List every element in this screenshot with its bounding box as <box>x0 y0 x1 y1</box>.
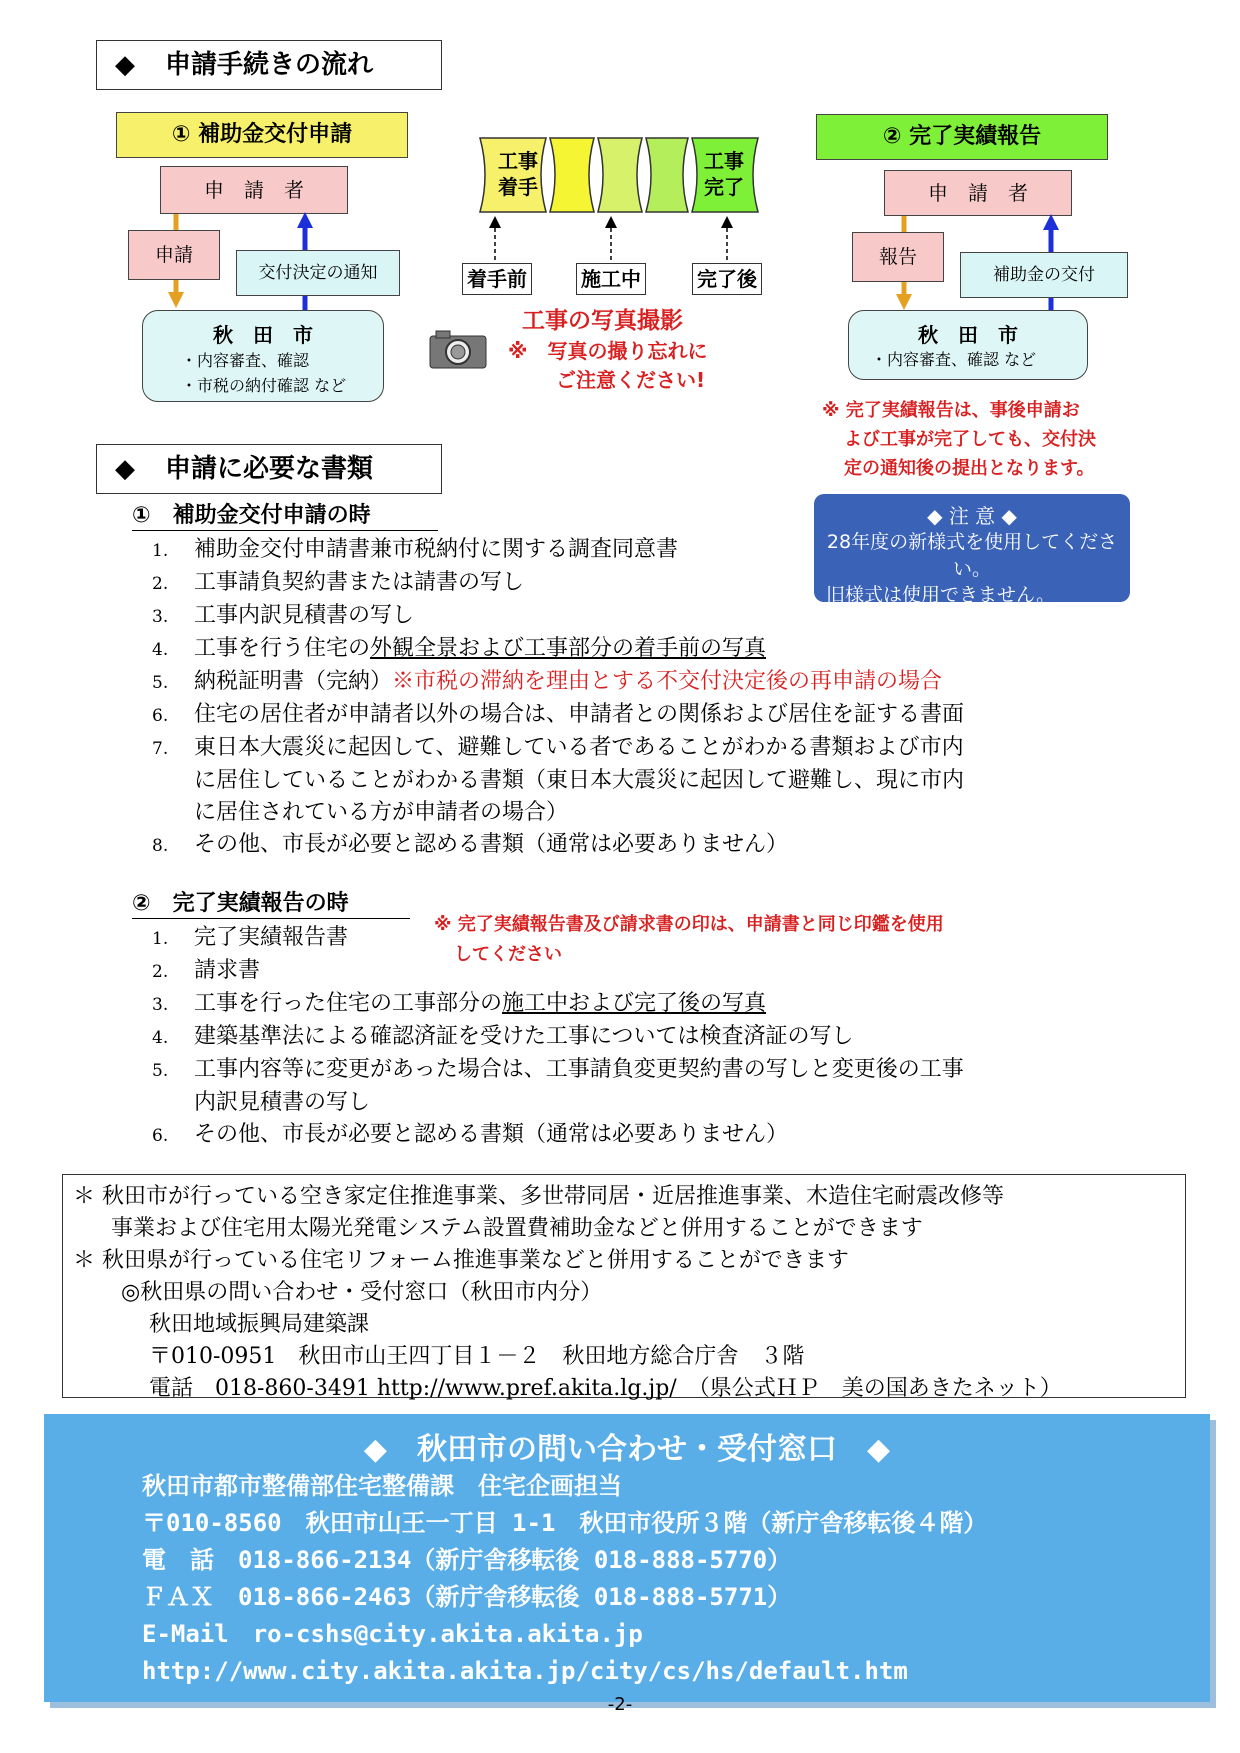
pref-title: ◎秋田県の問い合わせ・受付窓口（秋田市内分） <box>121 1280 603 1305</box>
combo-line-1a: ＊ 秋田市が行っている空き家定住推進事業、多世帯同居・近居推進事業、木造住宅耐震改修等 <box>73 1184 1004 1209</box>
up-arrow-icon <box>295 212 315 310</box>
item-number: 4. <box>152 640 169 660</box>
item-number: 5. <box>152 1061 169 1081</box>
page-number: -2- <box>607 1694 633 1715</box>
item-underlined-text: 外観全景および工事部分の着手前の写真 <box>370 636 767 661</box>
item-number: 2. <box>152 574 169 594</box>
combo-box <box>62 1174 1186 1401</box>
combo-line-2: ＊ 秋田県が行っている住宅リフォーム推進事業などと併用することができます <box>73 1248 849 1273</box>
contact-dept: 秋田市都市整備部住宅整備課 住宅企画担当 <box>142 1472 622 1500</box>
contact-url: http://www.city.akita.akita.jp/city/cs/hs/default.htm <box>142 1657 908 1685</box>
item-underlined-text: 施工中および完了後の写真 <box>502 991 767 1016</box>
right-applicant-box: 申 請 者 <box>884 170 1072 216</box>
item-line: 納税証明書（完納） <box>194 669 393 694</box>
contact-fax: ＦＡＸ 018-866-2463（新庁舎移転後 018-888-5771） <box>142 1583 792 1611</box>
flow-heading: ◆ 申請手続きの流れ <box>96 40 442 90</box>
notice-line-1: 28年度の新様式を使用してください。 <box>826 531 1118 580</box>
group1-list <box>152 534 1112 862</box>
item-text <box>194 702 964 727</box>
item-number: 7. <box>152 739 169 759</box>
item-text <box>194 991 766 1016</box>
item-text <box>194 636 766 661</box>
report-label: 報告 <box>852 232 944 282</box>
combo-line-1b: 事業および住宅用太陽光発電システム設置費補助金などと併用することができます <box>111 1216 923 1241</box>
photo-note-2: ご注意ください! <box>556 368 706 392</box>
item-line: 完了実績報告書 <box>194 925 349 950</box>
list-item <box>152 600 1112 633</box>
list-item <box>152 1054 1112 1119</box>
item-text <box>194 832 788 857</box>
item-line: 工事を行った住宅の工事部分の <box>194 991 503 1016</box>
diamond-icon: ◆ <box>115 50 135 80</box>
right-down-arrow-icon <box>890 216 920 312</box>
item-text <box>194 1024 854 1049</box>
item-line: 工事を行う住宅の <box>194 636 371 661</box>
item-line: 工事請負契約書または請書の写し <box>194 570 525 595</box>
list-item <box>152 534 1112 567</box>
list-item <box>152 988 1112 1021</box>
group2-list <box>152 922 1112 1152</box>
item-number: 1. <box>152 929 169 949</box>
list-item <box>152 567 1112 600</box>
diamond-icon: ◆ <box>115 454 135 484</box>
item-red-note: ※市税の滞納を理由とする不交付決定後の再申請の場合 <box>392 669 943 694</box>
warning-line-2: よび工事が完了しても、交付決 <box>844 429 1096 450</box>
list-item <box>152 829 1112 862</box>
item-text <box>194 925 348 950</box>
item-line: 建築基準法による確認済証を受けた工事については検査済証の写し <box>194 1024 854 1049</box>
item-text <box>152 1057 1112 1119</box>
pref-dept: 秋田地域振興局建築課 <box>149 1312 370 1337</box>
item-line: 住宅の居住者が申請者以外の場合は、申請者との関係および居住を証する書面 <box>194 702 965 727</box>
item-number: 4. <box>152 1028 169 1048</box>
item-line: 内訳見積書の写し <box>194 1090 371 1115</box>
item-line: に居住していることがわかる書類（東日本大震災に起因して避難し、現に市内 <box>194 768 965 793</box>
left-applicant-box: 申 請 者 <box>160 166 348 214</box>
completion-warning <box>822 396 1152 483</box>
item-number: 3. <box>152 995 169 1015</box>
list-item <box>152 732 1112 829</box>
item-number: 5. <box>152 673 169 693</box>
contact-addr: 〒010-8560 秋田市山王一丁目 1-1 秋田市役所３階（新庁舎移転後４階） <box>142 1509 988 1537</box>
item-line: 工事内容等に変更があった場合は、工事請負変更契約書の写しと変更後の工事 <box>194 1057 964 1082</box>
apply-label: 申請 <box>128 230 220 280</box>
right-city-note-1: ・内容審査、確認 など <box>871 350 1037 369</box>
group2-title: ② 完了実績報告の時 <box>132 890 410 919</box>
warning-line-1: ※ 完了実績報告は、事後申請お <box>822 400 1080 421</box>
right-up-arrow-icon <box>1041 214 1061 312</box>
item-line: に居住されている方が申請者の場合） <box>194 800 569 825</box>
photo-title: 工事の写真撮影 <box>522 308 683 334</box>
warning-line-3: 定の通知後の提出となります。 <box>844 458 1095 479</box>
left-city-note-2: ・市税の納付確認 など <box>181 376 347 395</box>
left-flow-arrows <box>160 214 300 310</box>
item-text <box>194 669 942 694</box>
item-text <box>194 958 260 983</box>
item-text <box>194 570 524 595</box>
list-item <box>152 633 1112 666</box>
list-item <box>152 699 1112 732</box>
photo-point-during: 施工中 <box>576 263 646 295</box>
item-line: その他、市長が必要と認める書類（通常は必要ありません） <box>194 1122 789 1147</box>
right-city-name: 秋 田 市 <box>918 323 1018 347</box>
left-city-name: 秋 田 市 <box>213 323 313 347</box>
group1-title: ① 補助金交付申請の時 <box>132 502 438 531</box>
item-number: 6. <box>152 706 169 726</box>
list-item <box>152 1021 1112 1054</box>
docs-heading: ◆ 申請に必要な書類 <box>96 444 442 494</box>
camera-icon <box>428 328 488 370</box>
list-item <box>152 1119 1112 1152</box>
item-line: 補助金交付申請書兼市税納付に関する調査同意書 <box>194 537 679 562</box>
grant-label: 補助金の交付 <box>960 252 1128 298</box>
item-number: 6. <box>152 1126 169 1146</box>
list-item <box>152 955 1112 988</box>
photo-point-before: 着手前 <box>462 263 532 295</box>
pref-tel: 電話 018-860-3491 http://www.pref.akita.lg.jp/ （県公式ＨＰ 美の国あきたネット） <box>149 1376 1062 1401</box>
item-line: その他、市長が必要と認める書類（通常は必要ありません） <box>194 832 789 857</box>
contact-email: E-Mail ro-cshs@city.akita.akita.jp <box>142 1620 643 1648</box>
right-flow-title: ② 完了実績報告 <box>816 114 1108 160</box>
down-arrow-icon <box>168 292 184 308</box>
photo-note-1: ※ 写真の撮り忘れに <box>508 339 708 363</box>
item-line: 工事内訳見積書の写し <box>194 603 415 628</box>
left-flow-title: ① 補助金交付申請 <box>116 112 408 158</box>
item-number: 2. <box>152 962 169 982</box>
item-text <box>194 1122 788 1147</box>
construction-end-label: 工事 完了 <box>704 149 744 199</box>
item-line: 東日本大震災に起因して、避難している者であることがわかる書類および市内 <box>194 735 964 760</box>
item-number: 3. <box>152 607 169 627</box>
right-city-box <box>848 310 1088 380</box>
left-city-box <box>142 310 384 402</box>
notice-title: ◆ 注 意 ◆ <box>927 504 1017 528</box>
contact-box <box>44 1414 1210 1702</box>
item-number: 1. <box>152 541 169 561</box>
item-number: 8. <box>152 836 169 856</box>
item-text <box>194 603 414 628</box>
item-line: 請求書 <box>194 958 261 983</box>
group2-note-line-2: してください <box>454 944 562 965</box>
item-text <box>194 537 678 562</box>
list-item <box>152 922 1112 955</box>
notice-label: 交付決定の通知 <box>236 250 400 296</box>
pref-addr: 〒010-0951 秋田市山王四丁目１－２ 秋田地方総合庁舎 ３階 <box>149 1344 805 1369</box>
contact-title: ◆ 秋田市の問い合わせ・受付窓口 ◆ <box>363 1432 891 1467</box>
notice-line-2: 旧様式は使用できません。 <box>826 584 1056 606</box>
list-item <box>152 666 1112 699</box>
photo-point-arrows <box>480 216 740 264</box>
contact-tel: 電 話 018-866-2134（新庁舎移転後 018-888-5770） <box>142 1546 792 1574</box>
left-city-note-1: ・内容審査、確認 <box>181 351 310 370</box>
group2-note-line-1: ※ 完了実績報告書及び請求書の印は、申請書と同じ印鑑を使用 <box>434 914 944 935</box>
item-text <box>152 735 1112 829</box>
construction-start-label: 工事 着手 <box>498 149 538 199</box>
photo-point-after: 完了後 <box>692 263 762 295</box>
